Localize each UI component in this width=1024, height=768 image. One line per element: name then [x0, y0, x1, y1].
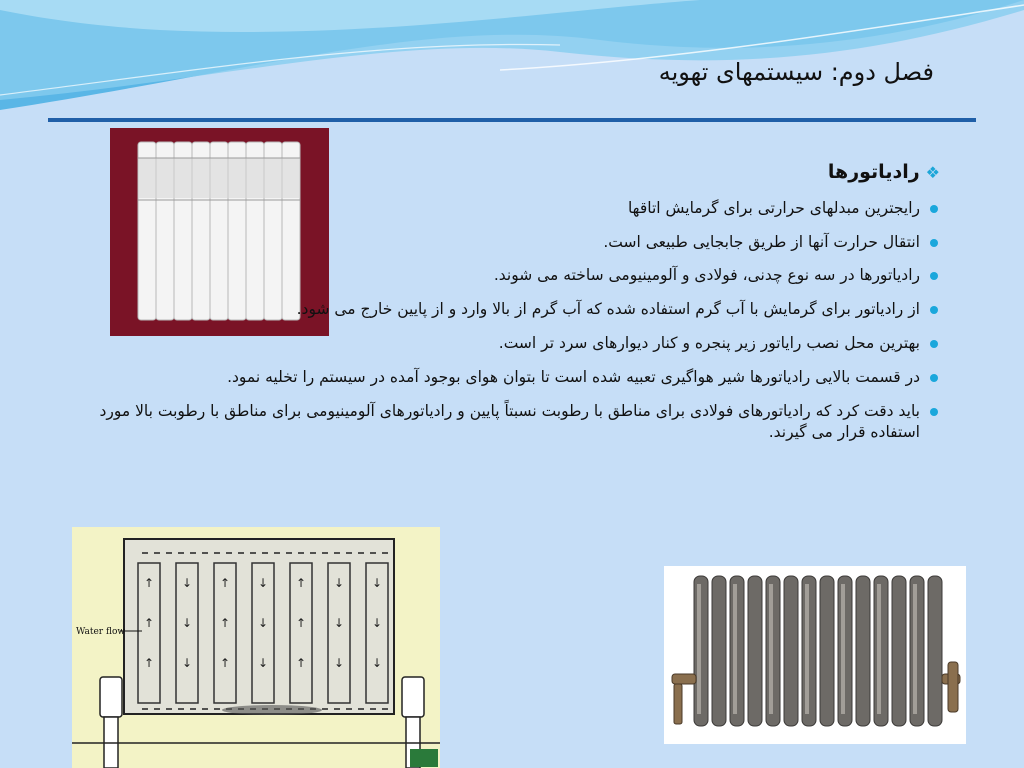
svg-text:↓: ↓ [258, 656, 269, 670]
svg-text:↓: ↓ [372, 616, 383, 630]
list-item: انتقال حرارت آنها از طریق جابجایی طبیعی است. [70, 232, 940, 253]
svg-text:↓: ↓ [182, 616, 193, 630]
svg-text:↓: ↓ [372, 576, 383, 590]
water-flow-label: Water flow [76, 627, 126, 637]
diamond-bullet-icon: ❖ [925, 163, 940, 183]
section-heading [70, 160, 940, 186]
svg-text:↓: ↓ [258, 616, 269, 630]
svg-text:↓: ↓ [182, 656, 193, 670]
slide-title: فصل دوم: سیستمهای تهویه [658, 58, 934, 86]
svg-text:↑: ↑ [220, 576, 231, 590]
section-heading-text: رادیاتورها [827, 161, 920, 183]
svg-text:↑: ↑ [144, 576, 155, 590]
svg-text:↓: ↓ [372, 656, 383, 670]
svg-text:↑: ↑ [220, 616, 231, 630]
svg-text:↓: ↓ [334, 656, 345, 670]
svg-text:↑: ↑ [220, 656, 231, 670]
svg-text:↓: ↓ [258, 576, 269, 590]
water-flow-diagram [72, 527, 440, 768]
svg-text:↓: ↓ [182, 576, 193, 590]
title-divider [48, 118, 976, 122]
list-item: بهترین محل نصب رایاتور زیر پنجره و کنار دیوارهای سرد تر است. [70, 333, 940, 354]
svg-text:↓: ↓ [334, 616, 345, 630]
svg-text:↑: ↑ [144, 656, 155, 670]
svg-text:↓: ↓ [334, 576, 345, 590]
list-item: باید دقت کرد که رادیاتورهای فولادی برای مناطق با رطوبت نسبتاً پایین و رادیاتورهای آلومینیومی برای مناطق با رطوبت بالا مورد استفاده قرار می گیرند. [70, 401, 940, 443]
list-item: رایجترین مبدلهای حرارتی برای گرمایش اتاقها [70, 198, 940, 219]
svg-text:↑: ↑ [296, 656, 307, 670]
svg-text:↑: ↑ [296, 616, 307, 630]
svg-text:↑: ↑ [296, 576, 307, 590]
bullet-list [70, 198, 940, 443]
list-item: رادیاتورها در سه نوع چدنی، فولادی و آلومینیومی ساخته می شوند. [70, 265, 940, 286]
list-item: از رادیاتور برای گرمایش با آب گرم استفاده شده که آب گرم از بالا وارد و از پایین خارج می شود. [70, 299, 940, 320]
list-item: در قسمت بالایی رادیاتورها شیر هواگیری تعبیه شده است تا بتوان هوای بوجود آمده در سیستم را تخلیه نمود. [70, 367, 940, 388]
cast-iron-radiator-image [664, 566, 966, 744]
slide-content [70, 160, 940, 456]
svg-text:↑: ↑ [144, 616, 155, 630]
